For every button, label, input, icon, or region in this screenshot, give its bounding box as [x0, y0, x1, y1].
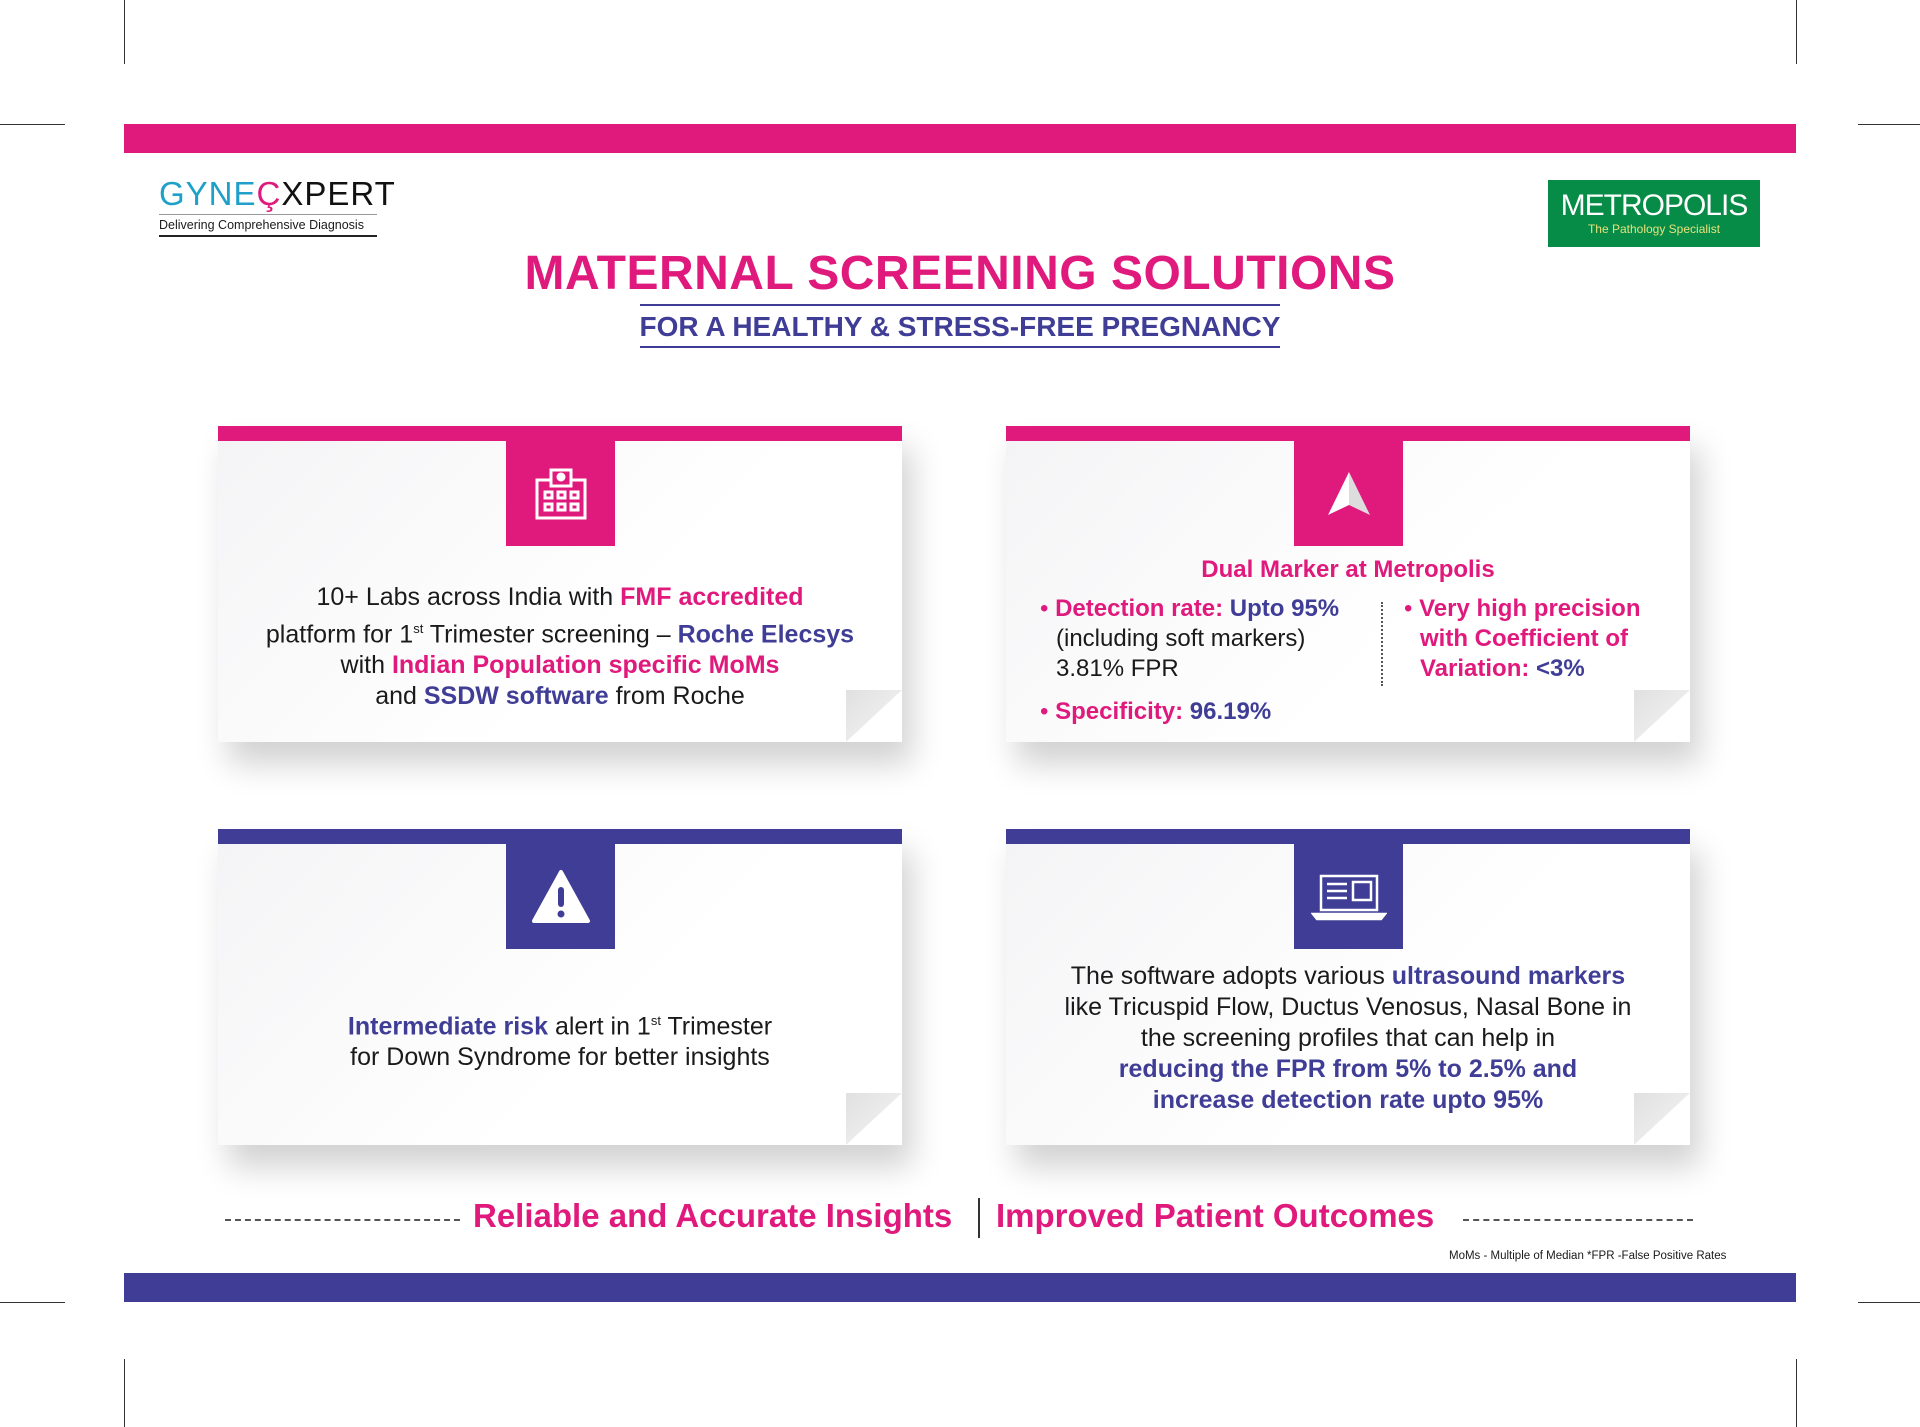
logo-tagline: The Pathology Specialist [1587, 222, 1721, 236]
crop-mark [1858, 124, 1920, 125]
bullet-detection: • Detection rate: Upto 95% (including soft markers) 3.81% FPR [1040, 595, 1340, 682]
card-text: The software adopts various ultrasound markers like Tricuspid Flow, Ductus Venosus, Nasal Bone in the screening profiles that can help in reducing the FPR from 5% to 2.5% and increase detection rate upto 95% [1064, 962, 1632, 1114]
subtitle-wrap [0, 304, 1920, 348]
tagline-outcomes: Improved Patient Outcomes [996, 1197, 1435, 1234]
logo-tagline: Delivering Comprehensive Diagnosis [159, 215, 377, 237]
metropolis-logo [1548, 180, 1760, 247]
dashed-line [1463, 1219, 1693, 1221]
logo-text: XPERT [281, 175, 396, 212]
dashed-line [225, 1219, 460, 1221]
crop-mark [124, 1359, 125, 1427]
page-title: MATERNAL SCREENING SOLUTIONS [524, 247, 1396, 300]
crop-mark [1796, 1359, 1797, 1427]
crop-mark [1796, 0, 1797, 64]
card-text: 10+ Labs across India with FMF accredited platform for 1st Trimester screening – Roche Elecsys with Indian Population specific MoMs and SSDW software from Roche [265, 583, 855, 711]
logo-text: GYNE [159, 175, 257, 212]
card-text: Intermediate risk alert in 1st Trimester for Down Syndrome for better insights [347, 1012, 773, 1072]
logo-text: METROPOLIS [1560, 189, 1748, 222]
divider [978, 1198, 980, 1238]
card-software [1006, 829, 1690, 1145]
gynecxpert-logo [159, 175, 396, 237]
arrow-up-icon [1294, 441, 1403, 546]
laptop-icon [1294, 844, 1403, 949]
logo-text: Ç [256, 175, 282, 212]
crop-mark [0, 1302, 65, 1303]
divider [1381, 602, 1383, 686]
page-subtitle: FOR A HEALTHY & STRESS-FREE PREGNANCY [640, 304, 1281, 348]
warning-icon [506, 844, 615, 949]
top-bar [124, 124, 1796, 153]
card-heading: Dual Marker at Metropolis [1201, 556, 1495, 583]
crop-mark [1858, 1302, 1920, 1303]
hospital-icon [506, 441, 615, 546]
tagline-reliable: Reliable and Accurate Insights [473, 1197, 953, 1234]
card-labs [218, 426, 902, 742]
footnote: MoMs - Multiple of Median *FPR -False Positive Rates [1449, 1250, 1727, 1262]
card-intermediate-risk [218, 829, 902, 1145]
bottom-bar [124, 1273, 1796, 1302]
card-dual-marker [1006, 426, 1690, 742]
bullet-specificity: • Specificity: 96.19% [1040, 698, 1272, 725]
bullet-precision: • Very high precision with Coefficient of Variation: <3% [1404, 595, 1641, 682]
crop-mark [0, 124, 65, 125]
crop-mark [124, 0, 125, 64]
